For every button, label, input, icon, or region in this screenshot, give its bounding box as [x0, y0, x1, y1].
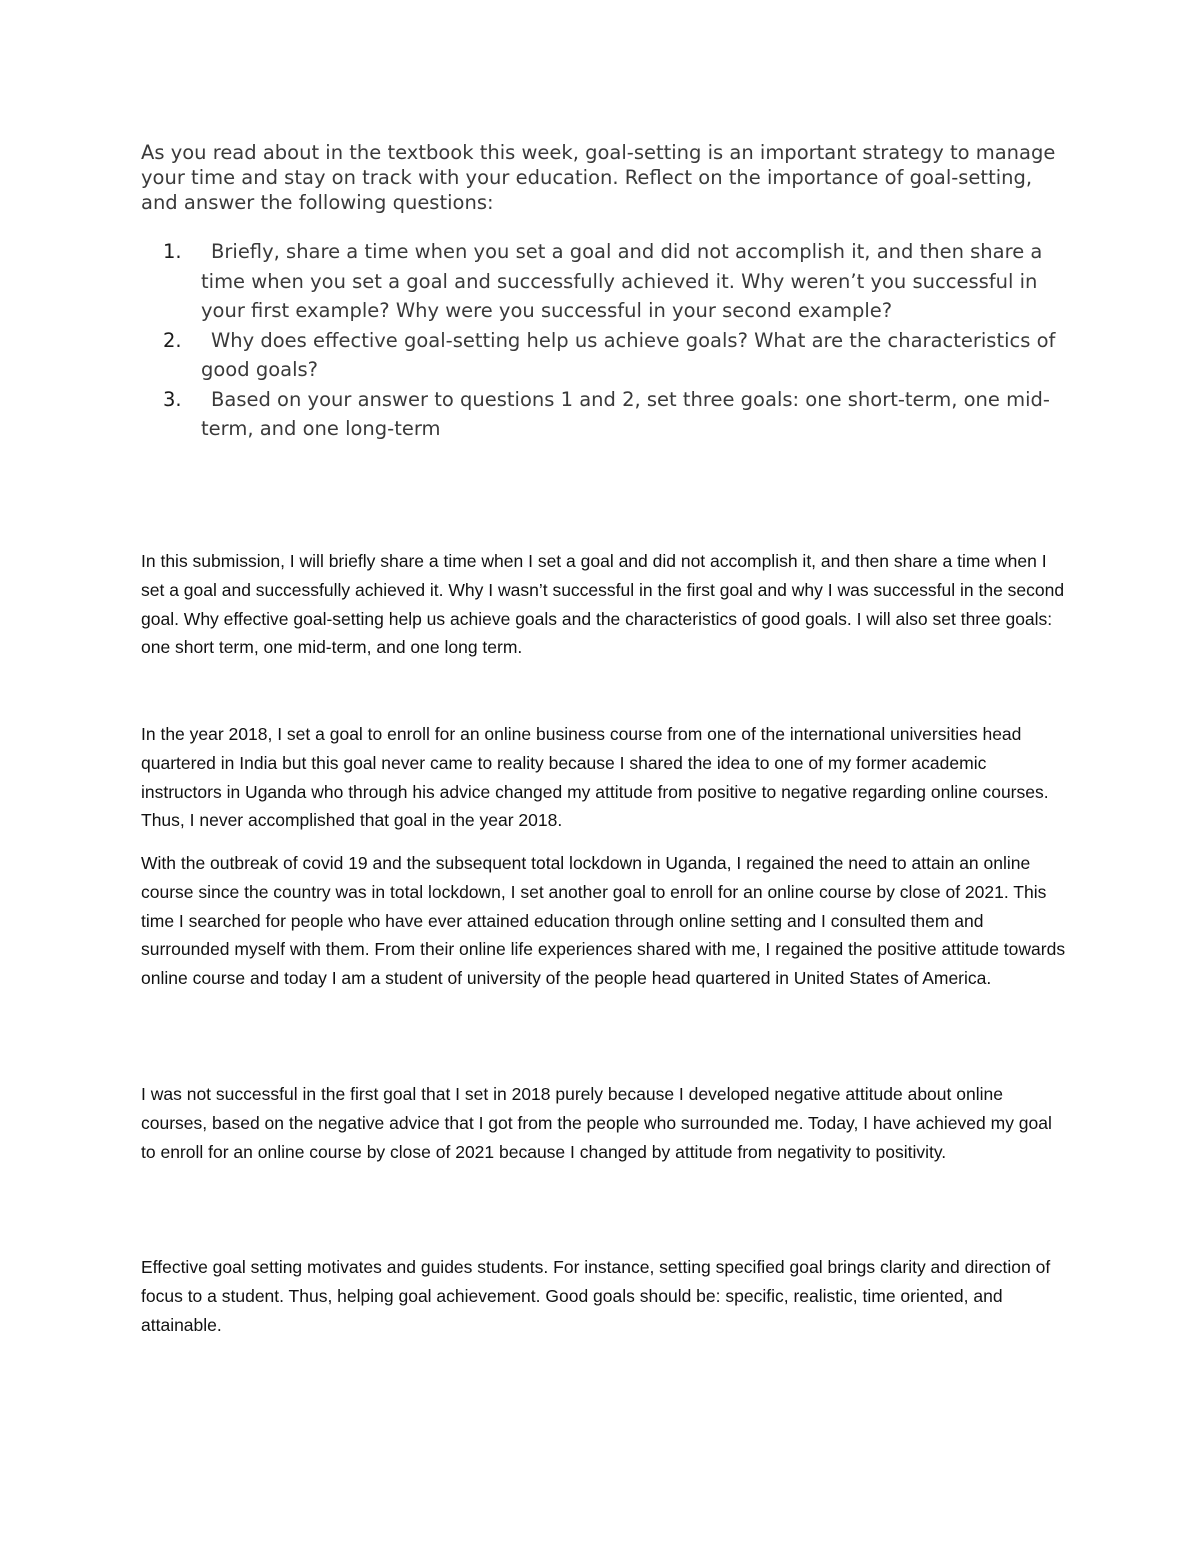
question-item: [141, 237, 1061, 326]
question-text: Why does effective goal-setting help us achieve goals? What are the characteristics of good goals?: [201, 328, 1056, 381]
prompt-intro: As you read about in the textbook this week, goal-setting is an important strategy to manage your time and stay on track with your education. Reflect on the importance of goal-setting, and answer the following questions:: [141, 141, 1056, 214]
answer-paragraph-reflection: I was not successful in the first goal that I set in 2018 purely because I developed negative attitude about online courses, based on the negative advice that I got from the people who surrounded me. Today, I have achieved my goal to enroll for an online course by close of 2021 because I changed by attitude from negativity to positivity.: [141, 1084, 1052, 1162]
question-text: Briefly, share a time when you set a goal and did not accomplish it, and then share a time when you set a goal and successfully achieved it. Why weren’t you successful in your first example? Why were you successful in your second example?: [201, 240, 1043, 322]
question-number: 2.: [163, 328, 182, 352]
question-number: 3.: [163, 387, 182, 411]
assignment-prompt: [141, 140, 1061, 444]
answer-paragraph-intro: In this submission, I will briefly share a time when I set a goal and did not accomplish it, and then share a time when I set a goal and successfully achieved it. Why I wasn’t successful in the first goal and why I was successful in the second goal. Why effective goal-setting help us achieve goals and the characteristics of good goals. I will also set three goals: one short term, one mid-term, and one long term.: [141, 551, 1065, 658]
answer-paragraph-second-goal: With the outbreak of covid 19 and the subsequent total lockdown in Uganda, I regained the need to attain an online course since the country was in total lockdown, I set another goal to enroll for an online course by close of 2021. This time I searched for people who have ever attained education through online setting and I consulted them and surrounded myself with them. From their online life experiences shared with me, I regained the positive attitude towards online course and today I am a student of university of the people head quartered in United States of America.: [141, 853, 1066, 989]
question-text: Based on your answer to questions 1 and 2, set three goals: one short-term, one mid-term, and one long-term: [201, 387, 1050, 440]
answer-paragraph-effective-goals: Effective goal setting motivates and guides students. For instance, setting specified goal brings clarity and direction of focus to a student. Thus, helping goal achievement. Good goals should be: specific, realistic, time oriented, and attainable.: [141, 1257, 1051, 1335]
answer-paragraph-first-goal: In the year 2018, I set a goal to enroll for an online business course from one of the international universities head quartered in India but this goal never came to reality because I shared the idea to one of my former academic instructors in Uganda who through his advice changed my attitude from positive to negative regarding online courses. Thus, I never accomplished that goal in the year 2018.: [141, 724, 1049, 831]
question-number: 1.: [163, 240, 182, 263]
question-item: [141, 385, 1061, 444]
question-list: [141, 237, 1061, 444]
question-item: [141, 326, 1061, 385]
